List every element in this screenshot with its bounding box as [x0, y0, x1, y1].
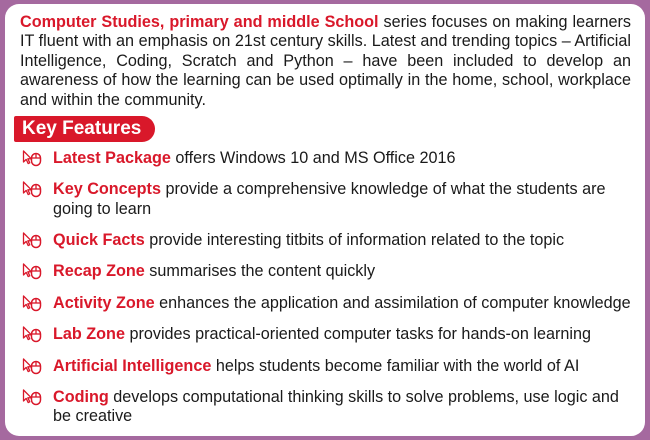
feature-item — [20, 149, 631, 168]
content-card — [5, 4, 645, 436]
feature-item — [20, 357, 631, 376]
feature-term: Coding — [53, 387, 109, 406]
feature-text: develops computational thinking skills to solve problems, use logic and be creative — [53, 387, 619, 426]
mouse-cursor-icon — [22, 262, 44, 280]
intro-text: series focuses on making learners IT fluent with an emphasis on 21st century skills. Latest and trending topics – Artificial Intelligence, Coding, Scratch and Python – have been included to develop an awareness of how the learning can be used optimally in the home, school, workplace and within the community. — [20, 13, 631, 109]
mouse-cursor-icon — [22, 357, 44, 375]
feature-term: Recap Zone — [53, 262, 145, 281]
feature-term: Lab Zone — [53, 325, 125, 344]
feature-text: helps students become familiar with the world of AI — [211, 356, 580, 375]
feature-term: Artificial Intelligence — [53, 356, 212, 375]
intro-highlight: Computer Studies, primary and middle School — [20, 13, 379, 31]
feature-text: provide a comprehensive knowledge of what the students are going to learn — [53, 180, 606, 218]
feature-term: Activity Zone — [53, 293, 155, 312]
mouse-cursor-icon — [22, 294, 44, 312]
feature-text: enhances the application and assimilation of computer knowledge — [154, 293, 631, 312]
feature-item — [20, 388, 631, 426]
feature-item — [20, 180, 631, 218]
mouse-cursor-icon — [22, 180, 44, 198]
key-features-heading: Key Features — [14, 116, 155, 142]
feature-item — [20, 325, 631, 344]
feature-text: summarises the content quickly — [144, 262, 376, 281]
mouse-cursor-icon — [22, 149, 44, 167]
feature-list — [20, 149, 631, 426]
feature-item — [20, 262, 631, 281]
mouse-cursor-icon — [22, 388, 44, 406]
intro-paragraph — [20, 13, 631, 110]
feature-item — [20, 294, 631, 313]
feature-text: provides practical-oriented computer tasks for hands-on learning — [124, 325, 592, 344]
feature-term: Quick Facts — [53, 231, 145, 250]
feature-item — [20, 231, 631, 250]
feature-term: Latest Package — [53, 149, 171, 168]
feature-text: offers Windows 10 and MS Office 2016 — [170, 149, 456, 168]
mouse-cursor-icon — [22, 325, 44, 343]
feature-text: provide interesting titbits of information related to the topic — [144, 231, 565, 250]
mouse-cursor-icon — [22, 231, 44, 249]
feature-term: Key Concepts — [53, 180, 161, 199]
key-features-header — [20, 116, 631, 142]
